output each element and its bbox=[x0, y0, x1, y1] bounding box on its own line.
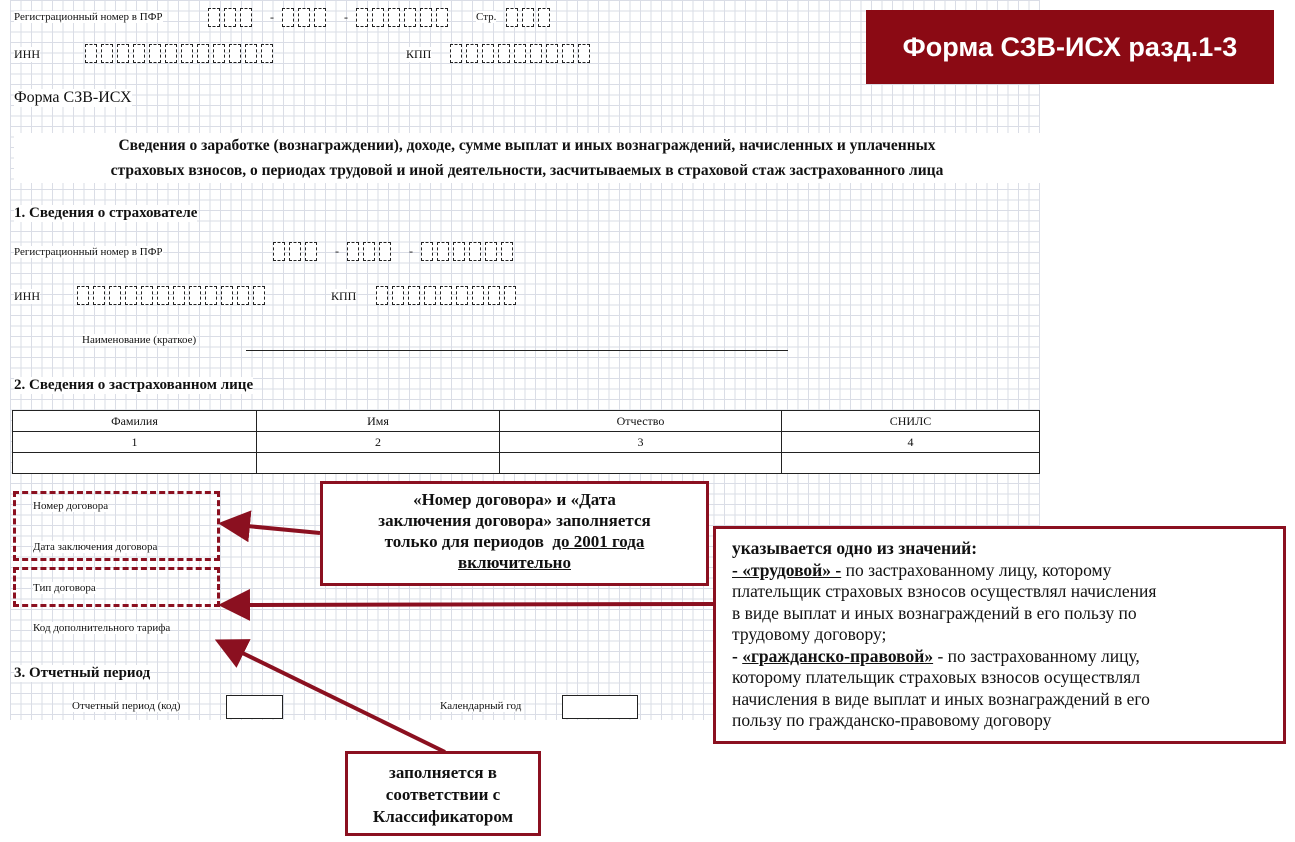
contract-callout-line4-text: включительно bbox=[458, 553, 571, 572]
contract-callout bbox=[320, 481, 709, 586]
contract-type-callout-line7: которому плательщик страховых взносов осуществлял bbox=[732, 667, 1141, 687]
col-number-2: 2 bbox=[257, 432, 500, 453]
contract-type-option-civil-text: - по застрахованному лицу, bbox=[937, 645, 1140, 666]
col-header-patronymic: Отчество bbox=[500, 411, 782, 432]
contract-type-option-civil: «гражданско-правовой» bbox=[742, 645, 934, 666]
contract-callout-line2: заключения договора» заполняется bbox=[378, 511, 651, 530]
form-heading-line2: страховых взносов, о периодах трудовой и иной деятельности, засчитываемых в страховой стаж застрахованного лица bbox=[110, 162, 944, 179]
header-sep-2: - bbox=[344, 10, 348, 24]
header-reg-label: Регистрационный номер в ПФР bbox=[14, 11, 163, 23]
col-header-name: Имя bbox=[257, 411, 500, 432]
col-number-3: 3 bbox=[500, 432, 782, 453]
tariff-callout-line2: соответствии с bbox=[385, 785, 501, 804]
header-page-label: Стр. bbox=[476, 11, 497, 23]
section1-reg-label: Регистрационный номер в ПФР bbox=[14, 246, 163, 258]
contract-type-callout bbox=[713, 526, 1286, 744]
contract-type-callout-line1: указывается одно из значений: bbox=[732, 538, 978, 558]
header-kpp-label: КПП bbox=[406, 47, 432, 61]
contract-type-callout-line4: в виде выплат и иных вознаграждений в его пользу по bbox=[732, 602, 1137, 623]
contract-type-callout-line3: плательщик страховых взносов осуществлял начисления bbox=[732, 581, 1157, 601]
contract-type-callout-line9: пользу по гражданско-правовому договору bbox=[732, 710, 1052, 730]
contract-type-option-labor: - «трудовой» - bbox=[732, 559, 842, 580]
contract-callout-line3-underlined: до 2001 года bbox=[552, 532, 645, 551]
section1-name-label: Наименование (краткое) bbox=[82, 334, 197, 346]
header-inn-label: ИНН bbox=[14, 47, 40, 61]
contract-date-label: Дата заключения договора bbox=[33, 541, 158, 553]
col-header-surname: Фамилия bbox=[13, 411, 257, 432]
section1-sep-2: - bbox=[409, 244, 413, 258]
tariff-callout-line1: заполняется в bbox=[389, 763, 497, 782]
col-number-4: 4 bbox=[782, 432, 1040, 453]
contract-type-callout-line2 bbox=[732, 560, 1283, 582]
arrow-tariff bbox=[222, 643, 445, 752]
contract-callout-line3-text: только для периодов bbox=[384, 532, 544, 551]
contract-number-label: Номер договора bbox=[33, 500, 109, 512]
header-sep-1: - bbox=[270, 10, 274, 24]
tariff-code-label: Код дополнительного тарифа bbox=[33, 622, 171, 634]
contract-type-option-labor-text: по застрахованному лицу, которому bbox=[845, 559, 1112, 580]
tariff-callout bbox=[345, 751, 541, 836]
contract-callout-line1: «Номер договора» и «Дата bbox=[413, 490, 616, 509]
section3-title: 3. Отчетный период bbox=[14, 665, 151, 681]
contract-type-label: Тип договора bbox=[33, 582, 96, 594]
contract-callout-line3 bbox=[323, 531, 706, 552]
section1-inn-label: ИНН bbox=[14, 289, 40, 303]
form-name: Форма СЗВ-ИСХ bbox=[14, 89, 132, 106]
calendar-year-label: Календарный год bbox=[440, 700, 522, 712]
form-title-badge-text: Форма СЗВ-ИСХ разд.1-3 bbox=[902, 31, 1238, 62]
section1-kpp-label: КПП bbox=[331, 289, 357, 303]
arrow-contract bbox=[226, 524, 320, 533]
arrow-contract-type bbox=[226, 604, 716, 605]
contract-type-callout-line5: трудовому договору; bbox=[732, 624, 887, 644]
contract-type-option-civil-dash: - bbox=[732, 645, 738, 666]
section1-sep-1: - bbox=[335, 244, 339, 258]
col-number-1: 1 bbox=[13, 432, 257, 453]
form-heading-line1: Сведения о заработке (вознаграждении), доходе, сумме выплат и иных вознаграждений, начисленных и уплаченных bbox=[118, 137, 936, 154]
section2-title: 2. Сведения о застрахованном лице bbox=[14, 377, 254, 393]
reporting-period-label: Отчетный период (код) bbox=[72, 700, 181, 712]
tariff-callout-line3: Классификатором bbox=[372, 807, 514, 826]
contract-type-callout-line8: начисления в виде выплат и иных вознаграждений в его bbox=[732, 688, 1150, 709]
contract-callout-line4 bbox=[323, 552, 706, 573]
section1-title: 1. Сведения о страхователе bbox=[14, 205, 198, 221]
col-header-snils: СНИЛС bbox=[782, 411, 1040, 432]
contract-type-callout-line6 bbox=[732, 646, 1283, 668]
